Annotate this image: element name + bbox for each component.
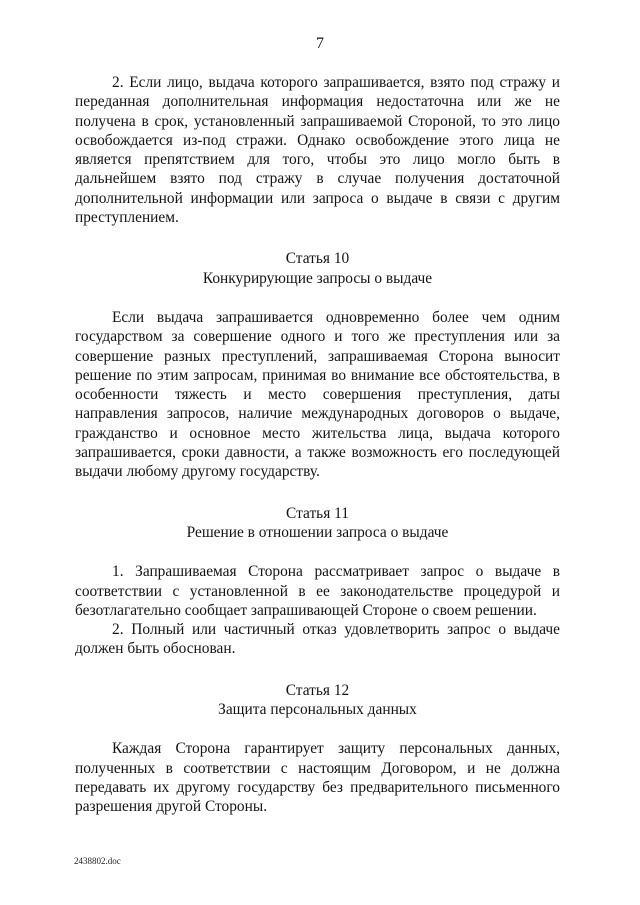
article-10-title: Конкурирующие запросы о выдаче [202,269,433,287]
document-body [75,73,560,817]
article-10-paragraph: Если выдача запрашивается одновременно более чем одним государством за совершение одного и того же преступления или за совершение разных преступлений, запрашиваемая Сторона выносит решение по этим запросам, принимая во внимание все обстоятельства, в особенности тяжесть и место совершения преступления, даты направления запросов, наличие международных договоров о выдаче, гражданство и основное место жительства лица, выдача которого запрашивается, сроки давности, а также возможность его последующей выдачи любому другому государству. [75,308,560,481]
article-12-paragraph: Каждая Сторона гарантирует защиту персональных данных, полученных в соответствии с настоящим Договором, и не должна передавать их другому государству без предварительного письменного разрешения другой Стороны. [75,740,560,816]
article-10-number: Статья 10 [285,250,350,268]
article-11-title: Решение в отношении запроса о выдаче [186,523,449,541]
footer-filename: 2438802.doc [74,856,121,866]
article-9-paragraph-2: 2. Если лицо, выдача которого запрашивается, взято под стражу и переданная дополнительная информация недостаточна или же не получена в срок, установленный запрашиваемой Стороной, то это лицо освобождается из-под стражи. Однако освобождение этого лица не является препятствием для того, чтобы это лицо могло быть в дальнейшем взято под стражу в случае получения достаточной дополнительной информации или запроса о выдаче в связи с другим преступлением. [75,74,560,227]
page-number: 7 [316,35,324,52]
article-11-paragraph-2: 2. Полный или частичный отказ удовлетворить запрос о выдаче должен быть обоснован. [75,621,560,658]
article-11-paragraph-1: 1. Запрашиваемая Сторона рассматривает запрос о выдаче в соответствии с установленной в ее законодательстве процедурой и безотлагательно сообщает запрашивающей Стороне о своем решении. [75,563,560,619]
article-11-number: Статья 11 [286,504,349,522]
article-12-number: Статья 12 [285,681,350,699]
article-12-title: Защита персональных данных [218,701,417,719]
